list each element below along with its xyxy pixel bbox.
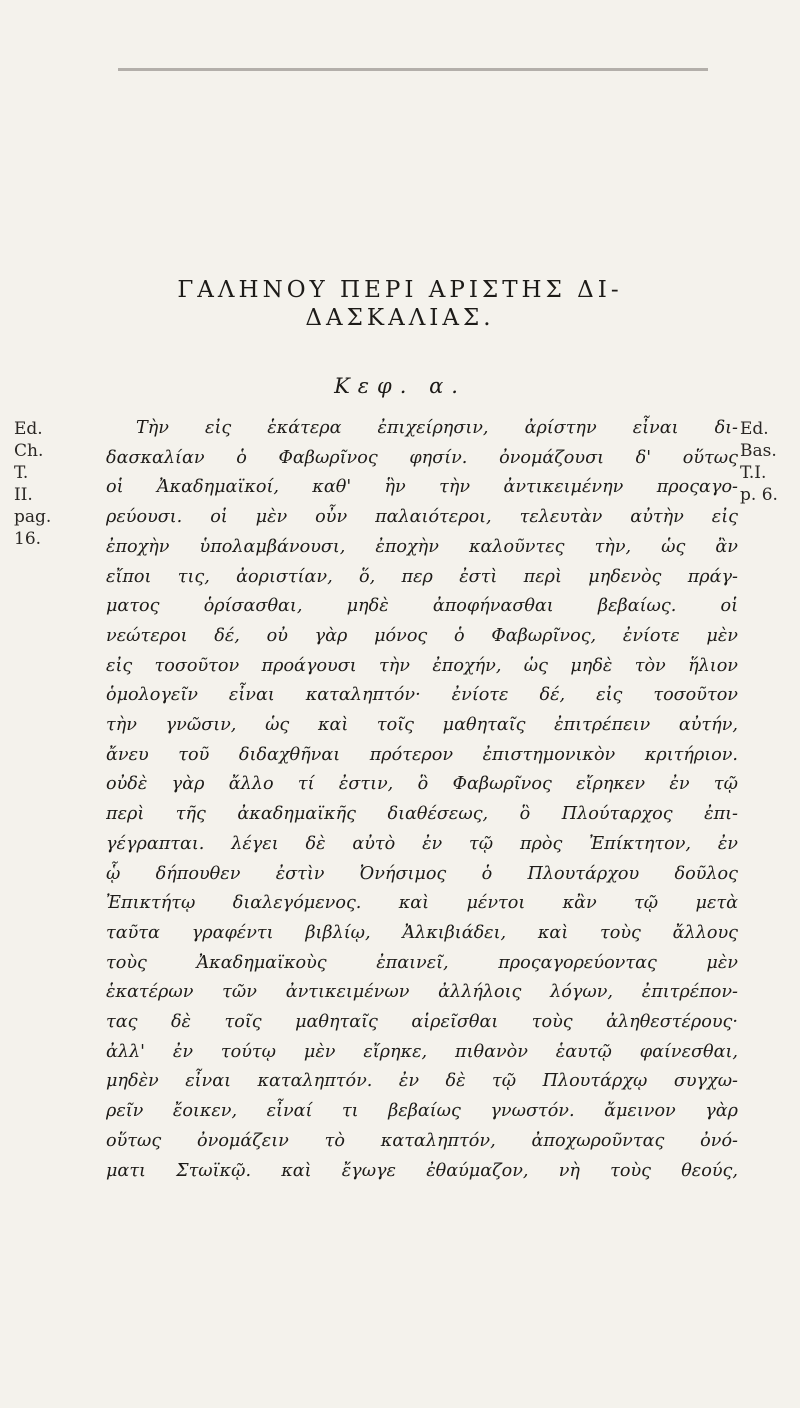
margin-note: p. 6.	[740, 485, 778, 505]
margin-note: Ed.	[14, 419, 43, 439]
right-margin-notes	[740, 418, 790, 506]
text-line: δασκαλίαν ὁ Φαβωρῖνος φησίν. ὀνομάζουσι δ' οὕτως	[106, 447, 738, 468]
text-line: ταῦτα γραφέντι βιβλίῳ, Ἀλκιβιάδει, καὶ τοὺς ἄλλους	[106, 922, 738, 943]
left-margin-notes	[14, 418, 54, 550]
margin-note: II.	[14, 485, 33, 505]
title-line-2: ΔΑΣΚΑΛΙΑΣ.	[305, 305, 495, 331]
text-line: ματι Στωϊκῷ. καὶ ἔγωγε ἐθαύμαζον, νὴ τοὺς θεούς,	[106, 1160, 738, 1181]
text-line: Ἐπικτήτῳ διαλεγόμενος. καὶ μέντοι κἂν τῷ μετὰ	[106, 893, 738, 914]
text-line: ἑκατέρων τῶν ἀντικειμένων ἀλλήλοις λόγων, ἐπιτρέπον-	[106, 982, 738, 1003]
margin-note: pag.	[14, 507, 52, 527]
chapter-heading: Κεφ. α.	[334, 374, 466, 398]
text-line: νεώτεροι δέ, οὐ γὰρ μόνος ὁ Φαβωρῖνος, ἐνίοτε μὲν	[106, 625, 738, 646]
text-line: ρεῖν ἔοικεν, εἶναί τι βεβαίως γνωστόν. ἄμεινον γὰρ	[106, 1101, 738, 1122]
margin-note: T.	[14, 463, 29, 483]
text-line: μηδὲν εἶναι καταληπτόν. ἐν δὲ τῷ Πλουτάρχῳ συγχω-	[106, 1071, 738, 1092]
text-line: τὴν γνῶσιν, ὡς καὶ τοῖς μαθηταῖς ἐπιτρέπειν αὐτήν,	[106, 715, 738, 736]
text-line: ρεύουσι. οἱ μὲν οὖν παλαιότεροι, τελευτὰν αὐτὴν εἰς	[106, 507, 738, 528]
margin-note: Ch.	[14, 441, 44, 461]
text-line: οὕτως ὀνομάζειν τὸ καταληπτόν, ἀποχωροῦντας ὀνό-	[106, 1130, 738, 1151]
margin-note: T.I.	[740, 463, 767, 483]
text-line: γέγραπται. λέγει δὲ αὐτὸ ἐν τῷ πρὸς Ἐπίκτητον, ἐν	[106, 833, 738, 854]
body-text	[106, 414, 738, 1186]
text-line: ἀλλ' ἐν τούτῳ μὲν εἴρηκε, πιθανὸν ἑαυτῷ φαίνεσθαι,	[106, 1041, 738, 1062]
margin-note: Ed.	[740, 419, 769, 439]
text-line: ἄνευ τοῦ διδαχθῆναι πρότερον ἐπιστημονικὸν κριτήριον.	[106, 744, 738, 765]
margin-note: 16.	[14, 529, 42, 549]
text-line: εἰς τοσοῦτον προάγουσι τὴν ἐποχήν, ὡς μηδὲ τὸν ἥλιον	[106, 655, 738, 676]
text-line: εἴποι τις, ἀοριστίαν, ὅ, περ ἐστὶ περὶ μηδενὸς πράγ-	[106, 566, 738, 587]
text-line: ματος ὁρίσασθαι, μηδὲ ἀποφήνασθαι βεβαίως. οἱ	[106, 596, 738, 617]
margin-note: Bas.	[740, 441, 777, 461]
text-line: τοὺς Ἀκαδημαϊκοὺς ἐπαινεῖ, προςαγορεύοντας μὲν	[106, 952, 738, 973]
top-rule	[118, 68, 708, 71]
text-line: οἱ Ἀκαδημαϊκοί, καθ' ἣν τὴν ἀντικειμένην προςαγο-	[106, 477, 738, 498]
text-line: οὐδὲ γὰρ ἄλλο τί ἐστιν, ὃ Φαβωρῖνος εἴρηκεν ἐν τῷ	[106, 774, 738, 795]
text-line: Τὴν εἰς ἑκάτερα ἐπιχείρησιν, ἀρίστην εἶναι δι-	[136, 418, 738, 438]
text-line: περὶ τῆς ἀκαδημαϊκῆς διαθέσεως, ὃ Πλούταρχος ἐπι-	[106, 804, 738, 825]
page-title	[0, 276, 800, 332]
text-line: ᾧ δήπουθεν ἐστὶν Ὀνήσιμος ὁ Πλουτάρχου δοῦλος	[106, 863, 738, 884]
text-line: τας δὲ τοῖς μαθηταῖς αἱρεῖσθαι τοὺς ἀληθεστέρους·	[106, 1012, 738, 1033]
text-line: ὁμολογεῖν εἶναι καταληπτόν· ἐνίοτε δέ, εἰς τοσοῦτον	[106, 685, 738, 706]
text-line: ἐποχὴν ὑπολαμβάνουσι, ἐποχὴν καλοῦντες τὴν, ὡς ἂν	[106, 536, 738, 557]
title-line-1: ΓΑΛΗΝΟΥ ΠΕΡΙ ΑΡΙΣΤΗΣ ΔΙ-	[177, 277, 623, 303]
